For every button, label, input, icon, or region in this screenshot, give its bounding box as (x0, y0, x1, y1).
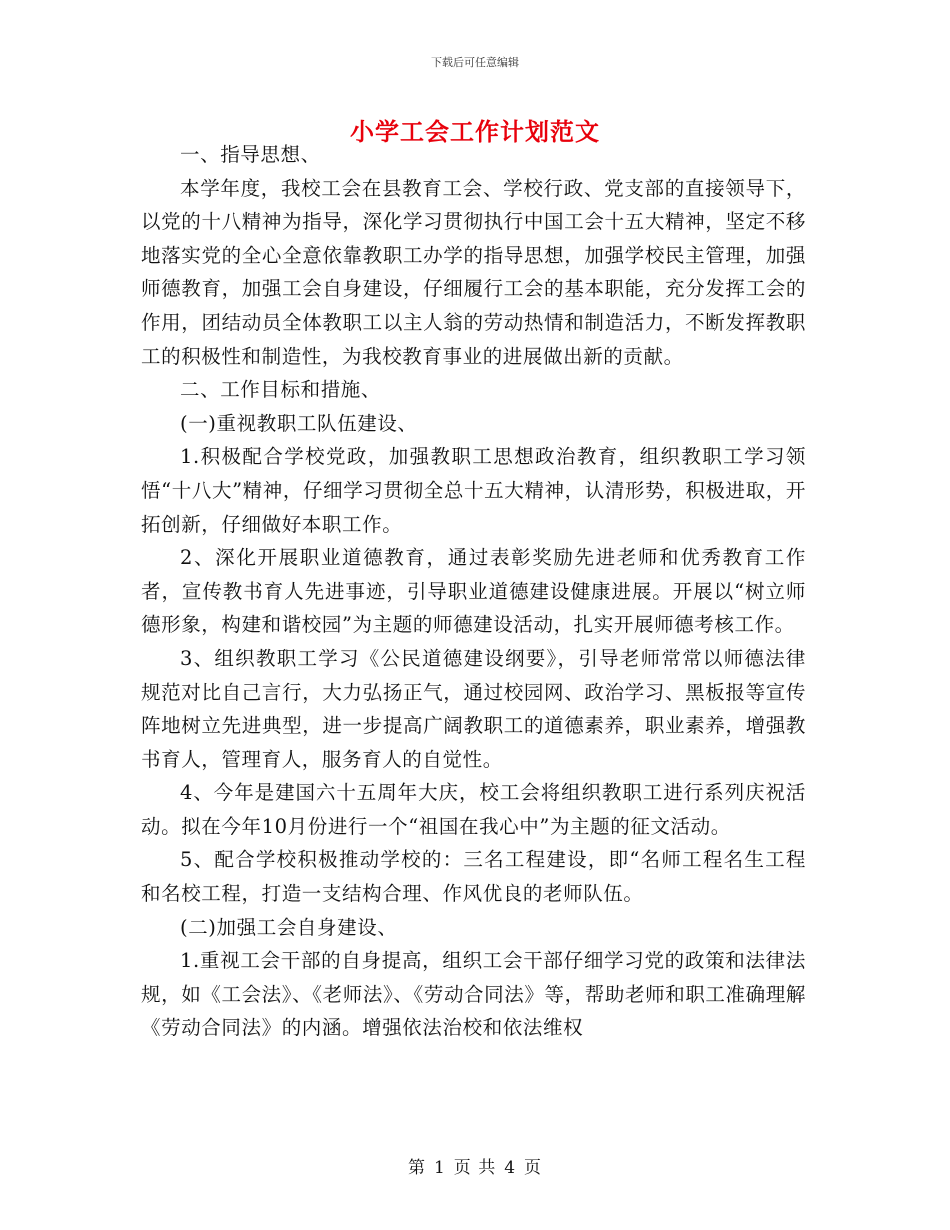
list-item-4: 4、今年是建国六十五周年大庆，校工会将组织教职工进行系列庆祝活动。拟在今年10月份进行一个“祖国在我心中”为主题的征文活动。 (141, 781, 806, 838)
subheading-staff-team: (一)重视教职工队伍建设、 (180, 411, 418, 435)
document-body (141, 138, 806, 1045)
list-item-3: 3、组织教职工学习《公民道德建设纲要》，引导老师常常以师德法律规范对比自己言行，大力弘扬正气，通过校园网、政治学习、黑板报等宣传阵地树立先进典型，进一步提高广阔教职工的道德素养，职业素养，增强教书育人，管理育人，服务育人的自觉性。 (141, 646, 806, 771)
subheading-union-building: (二)加强工会自身建设、 (180, 915, 398, 939)
footer-suffix: 页 (524, 1158, 543, 1178)
document-title: 小学工会工作计划范文 (350, 117, 600, 146)
footer-total-pages: 4 (504, 1158, 517, 1178)
paragraph-guiding-thought: 本学年度，我校工会在县教育工会、学校行政、党支部的直接领导下，以党的十八精神为指导，深化学习贯彻执行中国工会十五大精神，坚定不移地落实党的全心全意依靠教职工办学的指导思想，加强学校民主管理，加强师德教育，加强工会自身建设，仔细履行工会的基本职能，充分发挥工会的作用，团结动员全体教职工以主人翁的劳动热情和制造活力，不断发挥教职工的积极性和制造性，为我校教育事业的进展做出新的贡献。 (141, 176, 806, 368)
footer-prefix: 第 (407, 1158, 426, 1178)
footer-current-page: 1 (433, 1158, 446, 1178)
list-item-5: 5、配合学校积极推动学校的：三名工程建设，即“名师工程名生工程和名校工程，打造一支结构合理、作风优良的老师队伍。 (141, 848, 806, 906)
heading-goals-measures: 二、工作目标和措施、 (180, 378, 382, 402)
footer-middle: 页 共 (453, 1158, 497, 1178)
list-item-1: 1.积极配合学校党政，加强教职工思想政治教育，组织教职工学习领悟“十八大”精神，仔细学习贯彻全总十五大精神，认清形势，积极进取，开拓创新，仔细做好本职工作。 (141, 445, 806, 536)
heading-guiding-thought: 一、指导思想、 (180, 143, 321, 166)
list-item-union-1: 1.重视工会干部的自身提高，组织工会干部仔细学习党的政策和法律法规，如《工会法》、《老师法》、《劳动合同法》等，帮助老师和职工准确理解《劳动合同法》的内涵。增强依法治校和依法维权 (141, 949, 806, 1040)
list-item-2: 2、深化开展职业道德教育，通过表彰奖励先进老师和优秀教育工作者，宣传教书育人先进事迹，引导职业道德建设健康进展。开展以“树立师德形象，构建和谐校园”为主题的师德建设活动，扎实开展师德考核工作。 (141, 546, 806, 637)
page-footer (0, 1153, 950, 1178)
header-note: 下载后可任意编辑 (431, 56, 519, 69)
